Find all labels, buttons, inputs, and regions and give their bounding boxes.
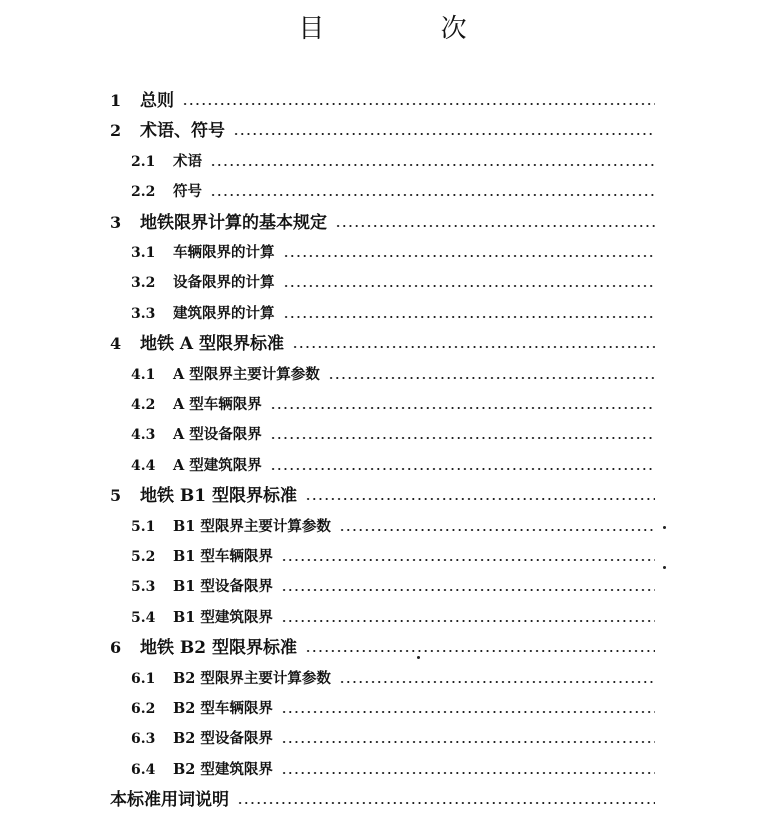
stray-dot [663,566,666,569]
toc-entry[interactable] [131,451,655,481]
toc-entry[interactable] [110,329,655,359]
toc-entry-label: 总则 [140,91,174,111]
toc-entry-number: 5.3 [131,579,156,596]
toc-entry[interactable] [131,572,655,602]
toc-entry-number: 5.2 [131,549,156,565]
toc-entry-number: 5.1 [131,518,156,535]
toc-entry-number: 4 [110,334,122,354]
toc-leader-dots [292,346,655,348]
toc-entry-label: B1 型设备限界 [173,578,273,596]
toc-entry-number: 4.3 [131,427,156,444]
toc-entry[interactable] [131,299,655,329]
toc-leader-dots [283,285,656,287]
toc-entry[interactable] [131,177,655,207]
toc-entry[interactable] [131,664,655,694]
toc-entry[interactable] [110,633,655,663]
toc-entry-label: 建筑限界的计算 [173,304,275,322]
toc-entry-number: 3.3 [131,305,156,322]
toc-entry[interactable] [131,724,655,754]
toc-entry-number: 6.4 [131,761,156,778]
toc-entry[interactable] [131,360,655,390]
toc-entry-label: 设备限界的计算 [173,274,275,292]
toc-leader-dots [281,559,655,561]
toc-entry[interactable] [131,147,655,177]
toc-entry-label: 地铁限界计算的基本规定 [140,212,327,233]
toc-entry-label: B2 型车辆限界 [173,700,273,717]
toc-entry[interactable] [131,694,655,724]
toc-entry-number: 2.1 [131,153,156,170]
toc-entry[interactable] [131,238,655,268]
toc-entry-number: 5 [110,486,122,506]
toc-entry-label: B2 型建筑限界 [173,760,273,778]
toc-leader-dots [270,468,655,470]
toc-entry-label: B2 型限界主要计算参数 [173,669,331,687]
toc-leader-dots [281,772,655,774]
toc-entry-label: 术语、符号 [140,121,225,142]
toc-entry-number: 6 [110,638,122,658]
toc-leader-dots [210,194,655,196]
toc-leader-dots [305,650,655,652]
toc-entry-number: 4.1 [131,366,156,383]
toc-leader-dots [281,741,655,743]
toc-leader-dots [283,255,656,257]
toc-entry-number: 5.4 [131,609,156,626]
toc-entry-label: B1 型限界主要计算参数 [173,517,331,535]
toc-entry[interactable] [131,512,655,542]
toc-leader-dots [210,164,655,166]
toc-entry-label: 符号 [173,183,202,201]
toc-leader-dots [237,802,655,804]
toc-entry[interactable] [110,116,655,146]
stray-dot [663,526,666,529]
toc-leader-dots [339,681,655,683]
toc-entry-label: 本标准用词说明 [110,790,229,811]
toc-entry-number: 4.2 [131,397,156,413]
toc-entry-number: 2 [110,121,122,141]
toc-leader-dots [305,498,655,500]
toc-entry-label: A 型建筑限界 [173,456,262,474]
toc-entry-number: 1 [110,91,122,110]
toc-entry-label: B2 型设备限界 [173,730,273,748]
toc-entry[interactable] [110,785,655,815]
toc-entry-label: A 型车辆限界 [173,396,262,413]
toc-entry-number: 3 [110,212,122,232]
toc-leader-dots [339,529,655,531]
toc-entry[interactable] [110,208,655,238]
toc-leader-dots [270,437,655,439]
toc-entry-label: A 型限界主要计算参数 [173,365,320,383]
toc-entry-label: 地铁 B1 型限界标准 [140,486,298,507]
toc-leader-dots [281,711,655,713]
toc-entry[interactable] [131,420,655,450]
toc-entry-number: 6.3 [131,731,156,748]
toc-entry[interactable] [131,390,655,420]
toc-leader-dots [281,620,655,622]
toc-entry-label: B1 型建筑限界 [173,608,273,626]
toc-entry[interactable] [110,481,655,511]
toc-entry-number: 4.4 [131,457,156,474]
toc-entry-number: 3.2 [131,275,156,292]
toc-entry-number: 6.2 [131,701,156,717]
toc-leader-dots [283,316,656,318]
toc-entry-number: 2.2 [131,184,156,201]
toc-entry-label: 地铁 A 型限界标准 [140,334,285,355]
toc-entry-label: 术语 [173,152,202,170]
toc-entry-label: 车辆限界的计算 [173,244,275,261]
toc-leader-dots [182,103,655,105]
toc-entry[interactable] [131,542,655,572]
toc-leader-dots [281,589,655,591]
page-title: 目 次 [298,14,521,44]
toc-leader-dots [328,377,655,379]
toc-entry-label: B1 型车辆限界 [173,548,273,565]
toc-leader-dots [233,133,655,135]
toc-entry-number: 6.1 [131,670,156,687]
toc-entry-label: 地铁 B2 型限界标准 [140,638,298,659]
toc-entry-label: A 型设备限界 [173,426,262,444]
toc-entry[interactable] [131,268,655,298]
toc-entry[interactable] [110,86,655,116]
toc-leader-dots [335,225,655,227]
stray-dot [417,656,420,659]
toc-leader-dots [270,407,655,409]
toc-entry[interactable] [131,755,655,785]
toc-entry[interactable] [131,603,655,633]
toc-entry-number: 3.1 [131,245,156,261]
